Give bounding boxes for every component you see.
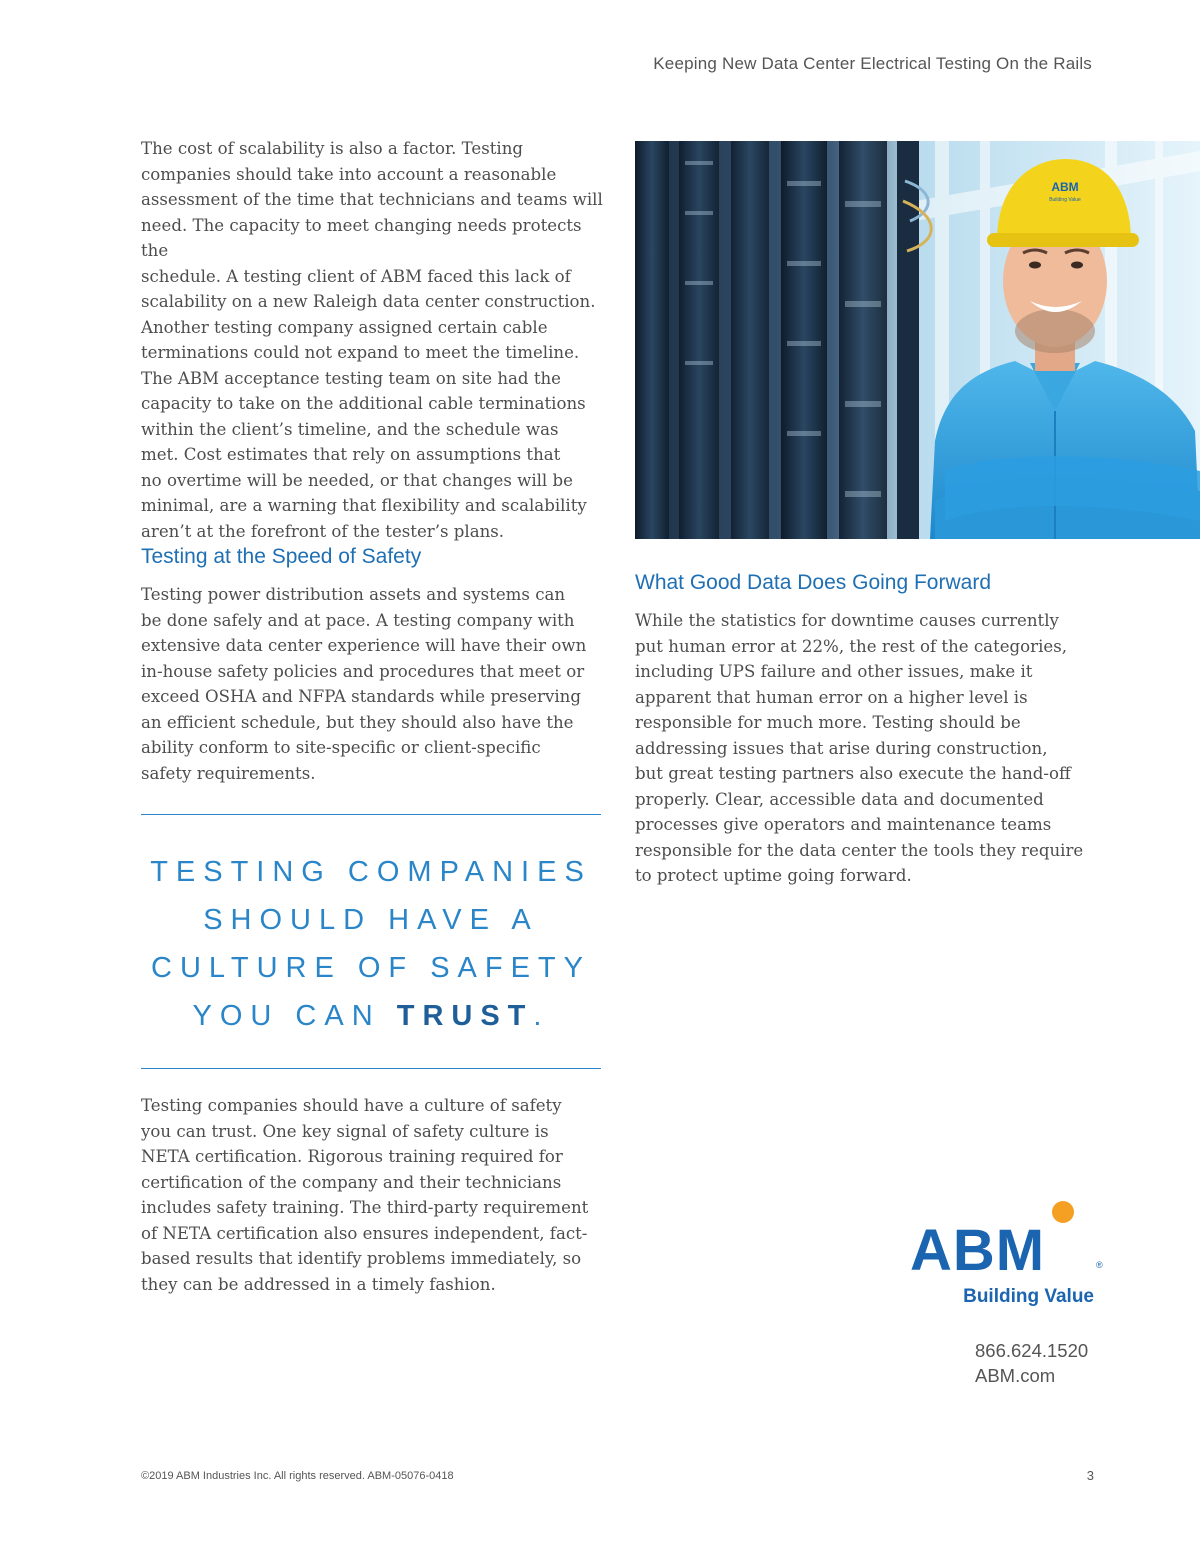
intro-line: met. Cost estimates that rely on assumptions that: [141, 445, 561, 464]
intro-line: need. The capacity to meet changing needs protects the: [141, 215, 582, 260]
page-number: 3: [1086, 1468, 1094, 1483]
safety-heading: Testing at the Speed of Safety: [141, 545, 422, 568]
closing-line: Testing companies should have a culture of safety: [141, 1096, 562, 1115]
closing-paragraph: [141, 1093, 611, 1297]
closing-line: based results that identify problems immediately, so: [141, 1249, 582, 1268]
pullquote-line: TESTING COMPANIES: [150, 856, 592, 888]
safety-line: in-house safety policies and procedures that meet or: [141, 661, 585, 681]
intro-line: within the client’s timeline, and the schedule was: [141, 419, 559, 439]
data-paragraph: [635, 608, 1095, 889]
data-line: addressing issues that arise during construction,: [635, 738, 1048, 758]
pullquote-period: .: [533, 1000, 550, 1032]
pullquote-emphasis: TRUST: [396, 1000, 534, 1032]
safety-paragraph: [141, 582, 611, 786]
pullquote-line: [141, 992, 601, 1040]
data-line: processes give operators and maintenance teams: [635, 815, 1052, 834]
intro-line: The ABM acceptance testing team on site had the: [141, 368, 561, 388]
contact-website[interactable]: ABM.com: [975, 1365, 1056, 1386]
contact-phone: 866.624.1520: [975, 1340, 1089, 1361]
data-line: responsible for much more. Testing should be: [635, 713, 1021, 732]
logo-dot-icon: [1052, 1201, 1074, 1223]
logo-tagline: Building Value: [963, 1286, 1094, 1307]
pullquote: [141, 848, 601, 1040]
intro-line: schedule. A testing client of ABM faced this lack of: [141, 266, 571, 286]
closing-line: they can be addressed in a timely fashion.: [141, 1274, 496, 1294]
logo-wordmark: ABM: [910, 1218, 1046, 1283]
closing-line: NETA certification. Rigorous training required for: [141, 1147, 563, 1166]
closing-line: you can trust. One key signal of safety culture is: [141, 1121, 549, 1141]
page-header: Keeping New Data Center Electrical Testing On the Rails: [653, 54, 1092, 73]
safety-line: ability conform to site-specific or client-specific: [141, 738, 541, 757]
safety-line: extensive data center experience will have their own: [141, 636, 587, 655]
intro-line: terminations could not expand to meet the timeline.: [141, 343, 580, 362]
abm-logo: [908, 1196, 1108, 1308]
data-line: While the statistics for downtime causes currently: [635, 611, 1059, 630]
intro-paragraph: [141, 136, 611, 544]
data-line: to protect uptime going forward.: [635, 866, 912, 885]
hardhat-logo-tagline: Building Value: [1049, 197, 1081, 203]
data-line: but great testing partners also execute the hand-off: [635, 764, 1071, 783]
safety-line: be done safely and at pace. A testing company with: [141, 610, 575, 630]
intro-line: Another testing company assigned certain cable: [141, 317, 548, 337]
data-line: responsible for the data center the tools they require: [635, 840, 1084, 860]
safety-line: Testing power distribution assets and systems can: [141, 585, 566, 604]
closing-line: of NETA certification also ensures independent, fact-: [141, 1223, 588, 1243]
data-heading: What Good Data Does Going Forward: [635, 571, 991, 594]
data-line: including UPS failure and other issues, make it: [635, 662, 1033, 681]
intro-line: aren’t at the forefront of the tester’s plans.: [141, 521, 505, 541]
data-line: apparent that human error on a higher level is: [635, 687, 1028, 707]
closing-line: includes safety training. The third-party requirement: [141, 1198, 589, 1217]
pullquote-bottom-rule: [141, 1068, 601, 1069]
logo-registered-mark: ®: [1096, 1260, 1103, 1270]
intro-line: The cost of scalability is also a factor. Testing: [141, 139, 524, 158]
closing-line: certification of the company and their technicians: [141, 1172, 562, 1192]
safety-line: an efficient schedule, but they should also have the: [141, 712, 574, 732]
hardhat-logo-text: ABM: [1051, 180, 1079, 194]
data-line: properly. Clear, accessible data and documented: [635, 789, 1044, 809]
intro-line: companies should take into account a reasonable: [141, 164, 557, 184]
intro-line: capacity to take on the additional cable terminations: [141, 394, 586, 413]
intro-line: minimal, are a warning that flexibility and scalability: [141, 496, 587, 515]
pullquote-line: CULTURE OF SAFETY: [151, 952, 591, 984]
intro-line: scalability on a new Raleigh data center construction.: [141, 292, 596, 311]
pullquote-text: YOU CAN: [192, 1000, 381, 1032]
pullquote-line: SHOULD HAVE A: [203, 904, 539, 936]
technician-photo-illustration: [635, 141, 1200, 539]
footer-copyright: ©2019 ABM Industries Inc. All rights reserved. ABM-05076-0418: [141, 1470, 454, 1482]
intro-line: no overtime will be needed, or that changes will be: [141, 470, 573, 490]
data-line: put human error at 22%, the rest of the categories,: [635, 636, 1068, 656]
intro-line: assessment of the time that technicians and teams will: [141, 190, 603, 209]
technician-photo: [635, 141, 1200, 539]
safety-line: safety requirements.: [141, 763, 316, 783]
contact-block: [975, 1338, 1088, 1388]
pullquote-top-rule: [141, 814, 601, 815]
safety-line: exceed OSHA and NFPA standards while preserving: [141, 687, 581, 706]
abm-logo-mark: [908, 1196, 1108, 1308]
